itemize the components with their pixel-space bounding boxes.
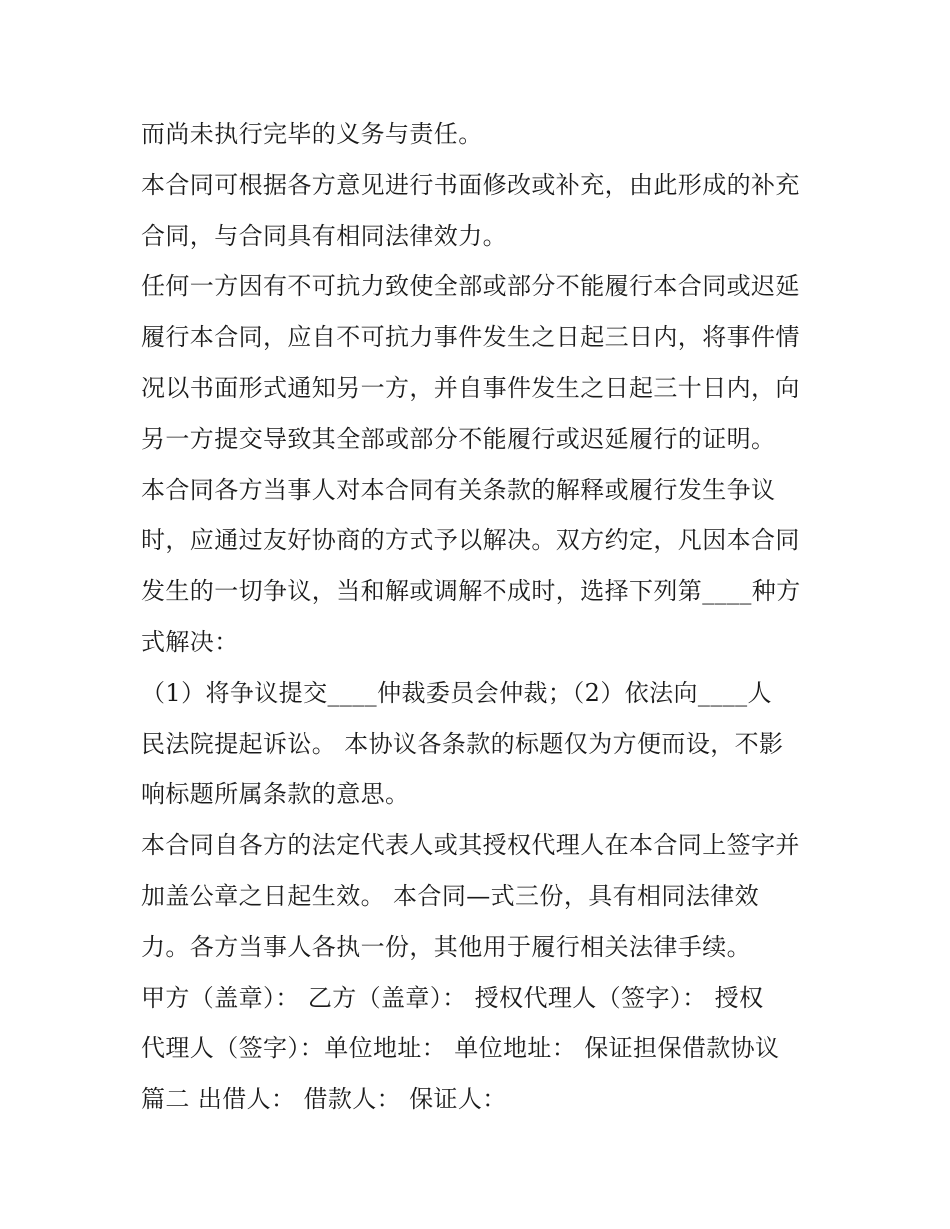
text-line: （1）将争议提交____仲裁委员会仲裁；（2）依法向____人 bbox=[141, 678, 772, 707]
text-line: 任何一方因有不可抗力致使全部或部分不能履行本合同或迟延 bbox=[141, 272, 800, 301]
text-line: 本合同各方当事人对本合同有关条款的解释或履行发生争议 bbox=[141, 475, 776, 504]
document-body bbox=[141, 109, 821, 1125]
text-line: 而尚未执行完毕的义务与责任。 bbox=[141, 120, 483, 148]
text-line: 本合同可根据各方意见进行书面修改或补充，由此形成的补充 bbox=[141, 170, 800, 199]
text-line: 甲方（盖章）： 乙方（盖章）： 授权代理人（签字）： 授权 bbox=[141, 983, 764, 1012]
text-line: 况以书面形式通知另一方，并自事件发生之日起三十日内，向 bbox=[141, 373, 800, 402]
text-line: 篇二 出借人： 借款人： 保证人： bbox=[141, 1085, 507, 1114]
text-line: 力。各方当事人各执一份，其他用于履行相关法律手续。 bbox=[141, 932, 751, 961]
text-line: 加盖公章之日起生效。 本合同—式三份，具有相同法律效 bbox=[141, 881, 760, 910]
text-line: 本合同自各方的法定代表人或其授权代理人在本合同上签字并 bbox=[141, 831, 800, 860]
text-line: 民法院提起诉讼。 本协议各条款的标题仅为方便而设，不影 bbox=[141, 729, 784, 758]
text-line: 履行本合同，应自不可抗力事件发生之日起三日内，将事件情 bbox=[141, 323, 800, 352]
text-line: 合同，与合同具有相同法律效力。 bbox=[141, 221, 507, 250]
text-line: 发生的一切争议，当和解或调解不成时，选择下列第____种方 bbox=[141, 577, 801, 606]
text-line: 另一方提交导致其全部或部分不能履行或迟延履行的证明。 bbox=[141, 424, 776, 453]
text-line: 式解决： bbox=[141, 627, 239, 656]
text-line: 响标题所属条款的意思。 bbox=[141, 780, 410, 809]
text-line: 时，应通过友好协商的方式予以解决。双方约定，凡因本合同 bbox=[141, 526, 800, 555]
text-line: 代理人（签字）：单位地址： 单位地址： 保证担保借款协议 bbox=[141, 1034, 780, 1063]
